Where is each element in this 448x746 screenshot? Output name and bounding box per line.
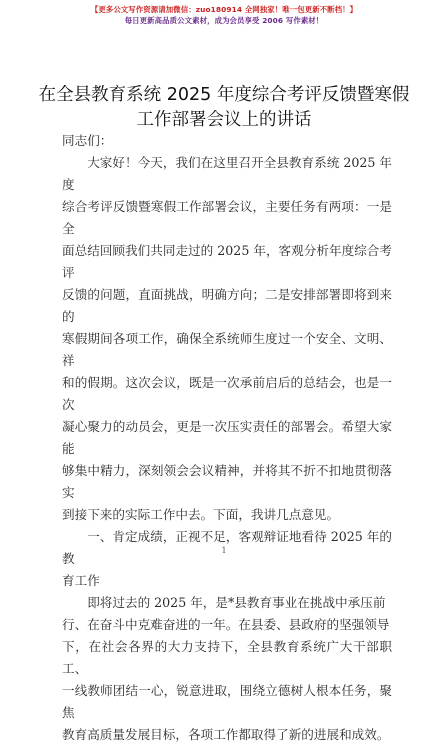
document-title (20, 83, 428, 133)
paragraph-review: 即将过去的 2025 年，是*县教育事业在挑战中承压前 行、在奋斗中克难奋进的一年。在县委、县政府的坚强领导 下，在社会各界的大力支持下，全县教育系统广大干部职工、 一线教师团结一心，锐意进取，围绕立德树人根本任务，聚焦 教育高质量发展目标，各项工作都取得了新的进展和成效。 (62, 595, 392, 742)
promo-banner-line-2: 每日更新高品质公文素材，成为会员享受 2006 写作素材！ (124, 16, 324, 25)
document-title-line-1: 在全县教育系统 2025 年度综合考评反馈暨寒假 (38, 85, 410, 105)
promo-banner-line-1: 【更多公文写作资源请加微信：zuo180914 全网独家！唯一包更新不断档！】 (90, 5, 358, 14)
promo-banner (0, 4, 448, 26)
document-body (62, 130, 392, 746)
document-title-line-2: 工作部署会议上的讲话 (136, 110, 312, 130)
section-heading-1: 一、肯定成绩，正视不足，客观辩证地看待 2025 年的教 育工作 (62, 529, 392, 588)
paragraph-opening: 大家好！今天，我们在这里召开全县教育系统 2025 年度 综合考评反馈暨寒假工作部署会议，主要任务有两项：一是全 面总结回顾我们共同走过的 2025 年，客观分析年度综合考评 反馈的问题，直面挑战，明确方向；二是安排部署即将到来的 寒假期间各项工作，确保全系统师生度过一个安全、文明、祥 和的假期。这次会议，既是一次承前启后的总结会，也是一次 凝心聚力的动员会，更是一次压实责任的部署会。希望大家能 够集中精力，深刻领会会议精神，并将其不折不扣地贯彻落实 到接下来的实际工作中去。下面，我讲几点意见。 (62, 155, 392, 522)
page-number: 1 (221, 546, 227, 555)
salutation: 同志们： (62, 133, 113, 148)
